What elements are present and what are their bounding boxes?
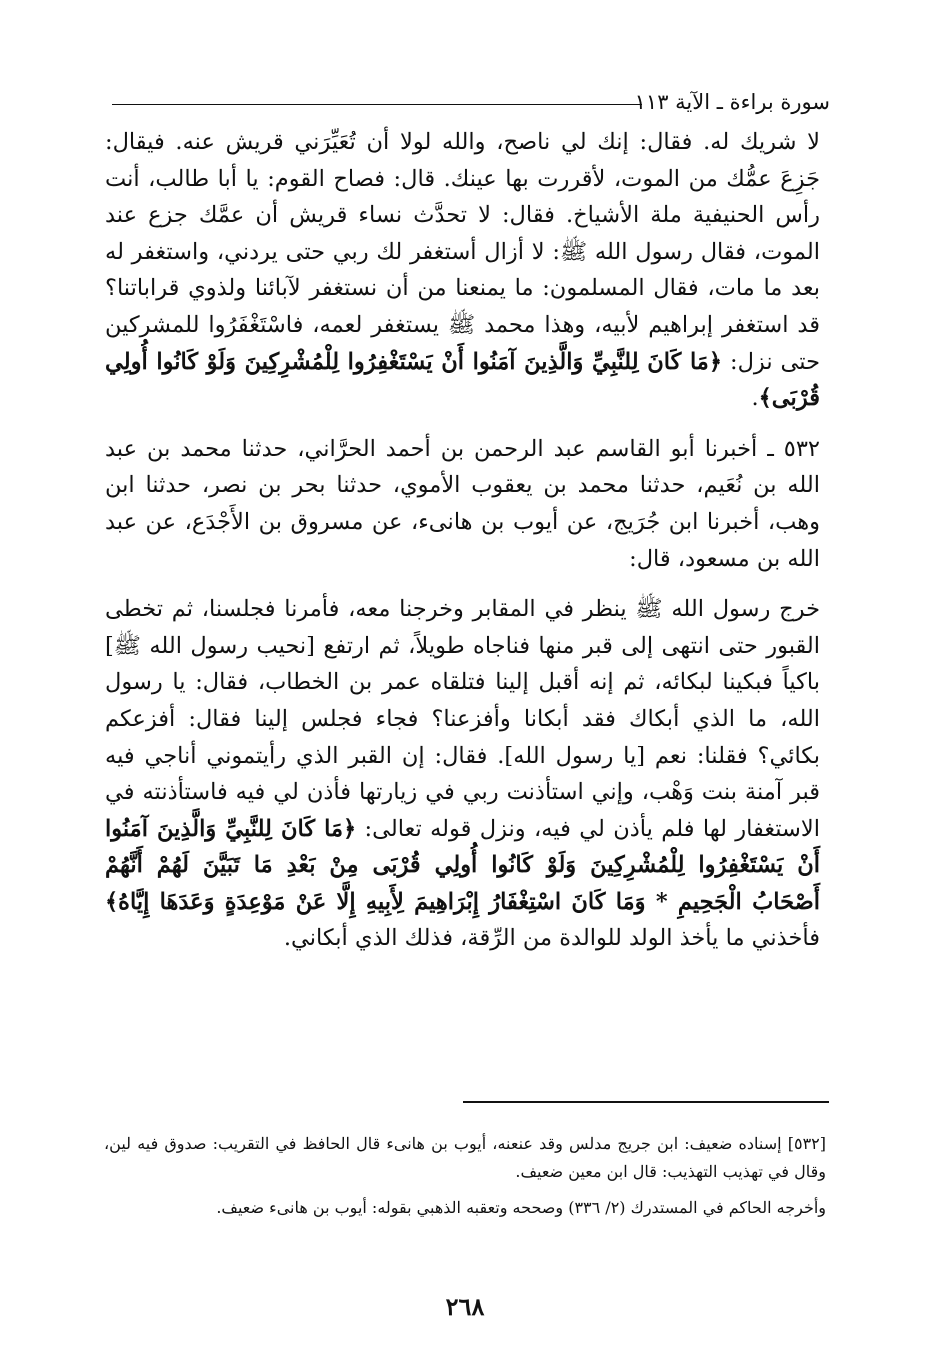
main-text xyxy=(105,124,820,957)
paragraph-2-text: ٥٣٢ ـ أخبرنا أبو القاسم عبد الرحمن بن أحمد الحرَّاني، حدثنا محمد بن عبد الله بن نُعَيم، حدثنا محمد بن يعقوب الأموي، حدثنا بحر بن نصر، حدثنا ابن وهب، أخبرنا ابن جُرَيج، عن أيوب بن هانىء، عن مسروق بن الأَجْدَع، عن عبد الله بن مسعود، قال: xyxy=(105,435,820,572)
footnotes xyxy=(104,1130,826,1222)
paragraph-hadith-532-isnad xyxy=(105,431,820,577)
paragraph-3-text: خرج رسول الله ﷺ ينظر في المقابر وخرجنا معه، فأمرنا فجلسنا، ثم تخطى القبور حتى انتهى إلى قبر منها فناجاه طويلاً، ثم ارتفع [نحيب رسول الله ﷺ] باكياً فبكينا لبكائه، ثم إنه أقبل إلينا فتلقاه عمر بن الخطاب، فقال: يا رسول الله، ما الذي أبكاك فقد أبكانا وأفزعنا؟ فجاء فجلس إلينا فقال: أفزعكم بكائي؟ فقلنا: نعم [يا رسول الله]. فقال: إن القبر الذي رأيتموني أناجي فيه قبر آمنة بنت وَهْب، وإني استأذنت ربي في زيارتها فأذن لي فيه فاستأذنته في الاستغفار لها فلم يأذن لي فيه، ونزل قوله تعالى: xyxy=(105,596,820,842)
footnote-2: وأخرجه الحاكم في المستدرك (٢/ ٣٣٦) وصححه وتعقبه الذهبي بقوله: أيوب بن هانىء ضعيف. xyxy=(216,1198,826,1217)
header-rule xyxy=(112,104,642,105)
paragraph-1-text: لا شريك له. فقال: إنك لي ناصح، والله لولا أن تُعَيِّرَني قريش عنه. فيقال: جَزِعَ عمُّك من الموت، لأقررت بها عينك. قال: فصاح القوم: يا أبا طالب، أنت رأس الحنيفية ملة الأشياخ. فقال: لا تحدَّث نساء قريش أن عمَّك جزع عند الموت، فقال رسول الله ﷺ: لا أزال أستغفر لك ربي حتى يردني، واستغفر له بعد ما مات، فقال المسلمون: ما يمنعنا من أن نستغفر لآبائنا ولذوي قراباتنا؟ قد استغفر إبراهيم لأبيه، وهذا محمد ﷺ يستغفر لعمه، فاسْتَغْفَرُوا للمشركين حتى نزل: xyxy=(105,129,820,375)
running-header-title: سورة براءة ـ الآية ١١٣ xyxy=(634,90,830,114)
footnote-1: [٥٣٢] إسناده ضعيف: ابن جريج مدلس وقد عنعنه، أيوب بن هانىء قال الحافظ في التقريب: صدوق فيه لين، وقال في تهذيب التهذيب: قال ابن معين ضعيف. xyxy=(104,1134,827,1181)
paragraph-1-quran-verse: ﴿مَا كَانَ لِلنَّبِيِّ وَالَّذِينَ آمَنُوا أَنْ يَسْتَغْفِرُوا لِلْمُشْرِكِينَ وَلَوْ كَانُوا أُولِي قُرْبَى﴾ xyxy=(105,348,820,412)
paragraph-hadith-532-matn xyxy=(105,591,820,957)
footnote-separator xyxy=(463,1101,829,1103)
paragraph-3-end: فأخذني ما يأخذ الولد للوالدة من الرِّقة، فذلك الذي أبكاني. xyxy=(283,925,820,952)
paragraph-3-quran-verse: ﴿مَا كَانَ لِلنَّبِيِّ وَالَّذِينَ آمَنُوا أَنْ يَسْتَغْفِرُوا لِلْمُشْرِكِينَ وَلَوْ كَانُوا أُولِي قُرْبَى مِنْ بَعْدِ مَا تَبَيَّنَ لَهُمْ أَنَّهُمْ أَصْحَابُ الْجَحِيمِ * وَمَا كَانَ اسْتِغْفَارُ إِبْرَاهِيمَ لِأَبِيهِ إِلَّا عَنْ مَوْعِدَةٍ وَعَدَهَا إِيَّاهُ﴾ xyxy=(105,815,820,915)
paragraph-1 xyxy=(105,124,820,417)
paragraph-1-end: . xyxy=(751,385,759,412)
page-number: ٢٦٨ xyxy=(445,1292,485,1321)
